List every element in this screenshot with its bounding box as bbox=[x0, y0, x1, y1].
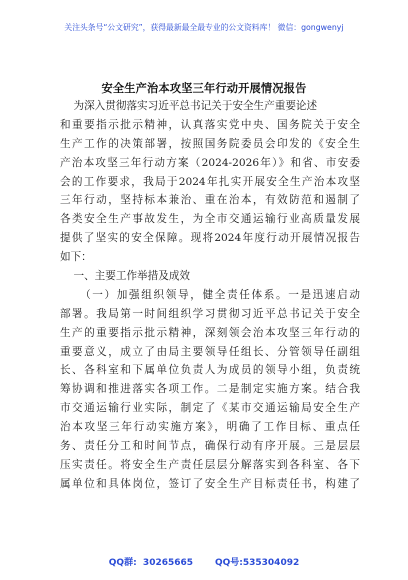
paragraph-line: 市交通运输行业实际，制定了《某市交通运输局安全生产 bbox=[60, 402, 360, 415]
paragraph-line: 三年行动，坚持标本兼治、重在治本，有效防范和遏制了 bbox=[60, 194, 360, 207]
paragraph-line: 部署。我局第一时间组织学习贯彻习近平总书记关于安全 bbox=[60, 307, 360, 320]
paragraph-line: 筹协调和推进落实各项工作。二是制定实施方案。结合我 bbox=[60, 383, 360, 396]
paragraph-line: 如下： bbox=[60, 251, 92, 264]
paragraph-line: （一）加强组织领导，健全责任体系。一是迅速启动 bbox=[60, 288, 360, 301]
promo-header: 关注头条号“公文研究”，获得最新最全最专业的公文资料库！ 微信：gongwenyj bbox=[64, 23, 344, 32]
paragraph-line: 生产的重要指示批示精神，深刻领会治本攻坚三年行动的 bbox=[60, 326, 360, 339]
paragraph-line: 重要意义，成立了由局主要领导任组长、分管领导任副组 bbox=[60, 345, 360, 358]
paragraph-line: 压实责任。将安全生产责任层层分解落实到各科室、各下 bbox=[60, 458, 360, 471]
document-title: 安全生产治本攻坚三年行动开展情况报告 bbox=[101, 81, 307, 95]
paragraph-line: 提供了坚实的安全保障。现将2024年度行动开展情况报告 bbox=[60, 232, 360, 245]
paragraph-line: 治本攻坚三年行动实施方案》，明确了工作目标、重点任 bbox=[60, 421, 360, 434]
paragraph-line: 生产工作的决策部署，按照国务院委员会印发的《安全生 bbox=[60, 137, 360, 150]
paragraph-line: 长、各科室和下属单位负责人为成员的领导小组，负责统 bbox=[60, 364, 360, 377]
paragraph-line: 一、主要工作举措及成效 bbox=[60, 270, 191, 283]
contact-footer: QQ群: 30265665 QQ号:535304092 bbox=[108, 558, 300, 568]
paragraph-line: 会的工作要求，我局于2024年扎实开展安全生产治本攻坚 bbox=[60, 175, 360, 188]
paragraph-line: 各类安全生产事故发生，为全市交通运输行业高质量发展 bbox=[60, 213, 360, 226]
paragraph-line: 属单位和具体岗位，签订了安全生产目标责任书，构建了 bbox=[60, 477, 360, 490]
document-body bbox=[60, 97, 360, 494]
paragraph-line: 和重要指示批示精神，认真落实党中央、国务院关于安全 bbox=[60, 118, 360, 131]
paragraph-line: 为深入贯彻落实习近平总书记关于安全生产重要论述 bbox=[60, 100, 318, 112]
paragraph-line: 务、责任分工和时间节点，确保行动有序开展。三是层层 bbox=[60, 440, 360, 453]
paragraph-line: 产治本攻坚三年行动方案（2024-2026年）》和省、市安委 bbox=[60, 156, 360, 169]
